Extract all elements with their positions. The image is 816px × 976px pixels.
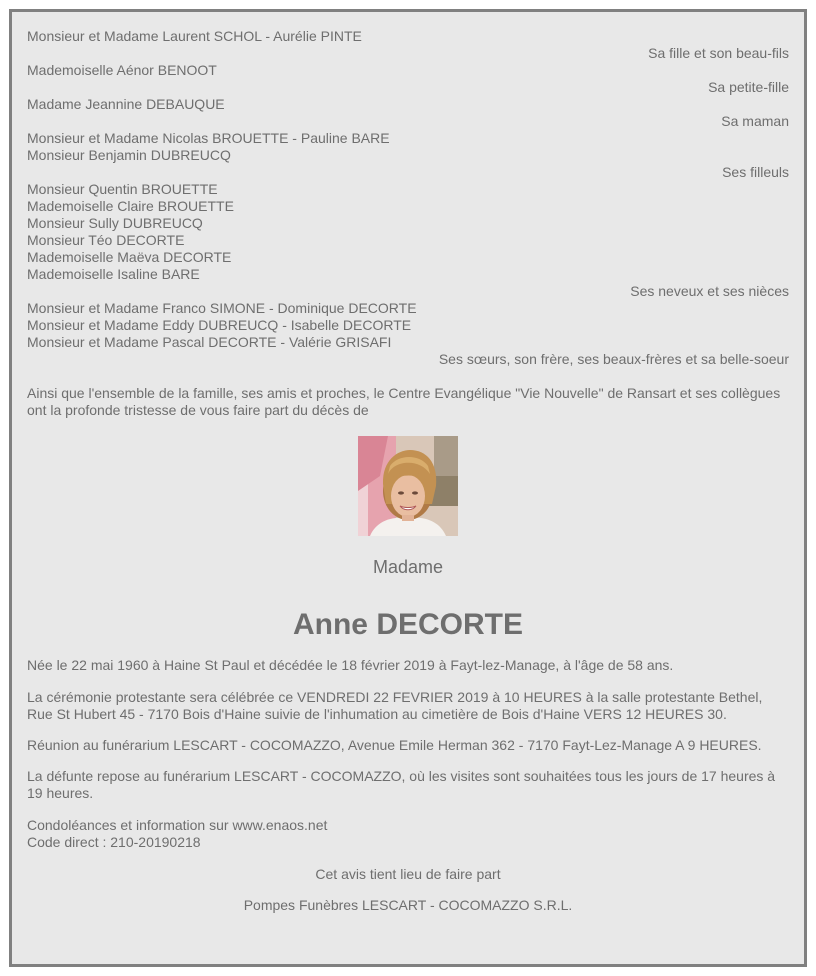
family-line: Mademoiselle Claire BROUETTE — [27, 198, 234, 214]
family-relation: Ses neveux et ses nièces — [630, 283, 789, 299]
family-group-4 — [27, 130, 789, 181]
family-line: Monsieur et Madame Nicolas BROUETTE - Pauline BARE — [27, 130, 390, 146]
deceased-name: Anne DECORTE — [292, 608, 523, 641]
intro-text: Ainsi que l'ensemble de la famille, ses amis et proches, le Centre Evangélique "Vie Nouvelle" de Ransart et ses collègues ont la profonde tristesse de vous faire part du décès de — [27, 385, 781, 418]
family-line: Mademoiselle Isaline BARE — [27, 266, 200, 282]
family-line: Mademoiselle Maëva DECORTE — [27, 249, 232, 265]
obituary-card — [9, 9, 807, 967]
visits-text: La défunte repose au funérarium LESCART - COCOMAZZO, où les visites sont souhaitées tous les jours de 17 heures à 19 heures. — [27, 768, 776, 801]
family-line: Monsieur et Madame Franco SIMONE - Dominique DECORTE — [27, 300, 417, 316]
funeral-home: Pompes Funèbres LESCART - COCOMAZZO S.R.L. — [243, 897, 573, 913]
family-line: Monsieur Benjamin DUBREUCQ — [27, 147, 231, 163]
family-line: Mademoiselle Aénor BENOOT — [27, 62, 217, 78]
family-relation: Sa fille et son beau-fils — [648, 45, 789, 61]
salutation: Madame — [372, 557, 444, 577]
birth-death-text: Née le 22 mai 1960 à Haine St Paul et décédée le 18 février 2019 à Fayt-lez-Manage, à l'âge de 58 ans. — [27, 657, 674, 673]
family-relation: Sa petite-fille — [708, 79, 789, 95]
ceremony-text: La cérémonie protestante sera célébrée ce VENDREDI 22 FEVRIER 2019 à 10 HEURES à la salle protestante Bethel, Rue St Hubert 45 - 7170 Bois d'Haine suivie de l'inhumation au cimetière de Bois d'Haine VERS 12 HEURES 30. — [27, 689, 763, 722]
family-line: Monsieur Sully DUBREUCQ — [27, 215, 203, 231]
family-line: Monsieur Téo DECORTE — [27, 232, 185, 248]
family-line: Monsieur et Madame Eddy DUBREUCQ - Isabelle DECORTE — [27, 317, 412, 333]
family-line: Madame Jeannine DEBAUQUE — [27, 96, 225, 112]
notice-text: Cet avis tient lieu de faire part — [315, 866, 501, 882]
family-group-5 — [27, 181, 789, 300]
family-relation: Sa maman — [721, 113, 789, 129]
condolences-text: Condoléances et information sur www.enaos.net — [27, 817, 328, 833]
family-group-6 — [27, 300, 789, 368]
family-group-2 — [27, 62, 789, 96]
family-group-1 — [27, 28, 789, 62]
portrait-photo — [358, 436, 458, 536]
obituary-content — [27, 28, 789, 914]
family-relation: Ses filleuls — [722, 164, 789, 180]
family-line: Monsieur et Madame Pascal DECORTE - Valérie GRISAFI — [27, 334, 392, 350]
family-line: Monsieur et Madame Laurent SCHOL - Aurélie PINTE — [27, 28, 362, 44]
reunion-text: Réunion au funérarium LESCART - COCOMAZZO, Avenue Emile Herman 362 - 7170 Fayt-Lez-Manage A 9 HEURES. — [27, 737, 762, 753]
family-line: Monsieur Quentin BROUETTE — [27, 181, 218, 197]
family-group-3 — [27, 96, 789, 130]
code-direct: Code direct : 210-20190218 — [27, 834, 201, 850]
family-relation: Ses sœurs, son frère, ses beaux-frères et sa belle-soeur — [438, 351, 789, 367]
